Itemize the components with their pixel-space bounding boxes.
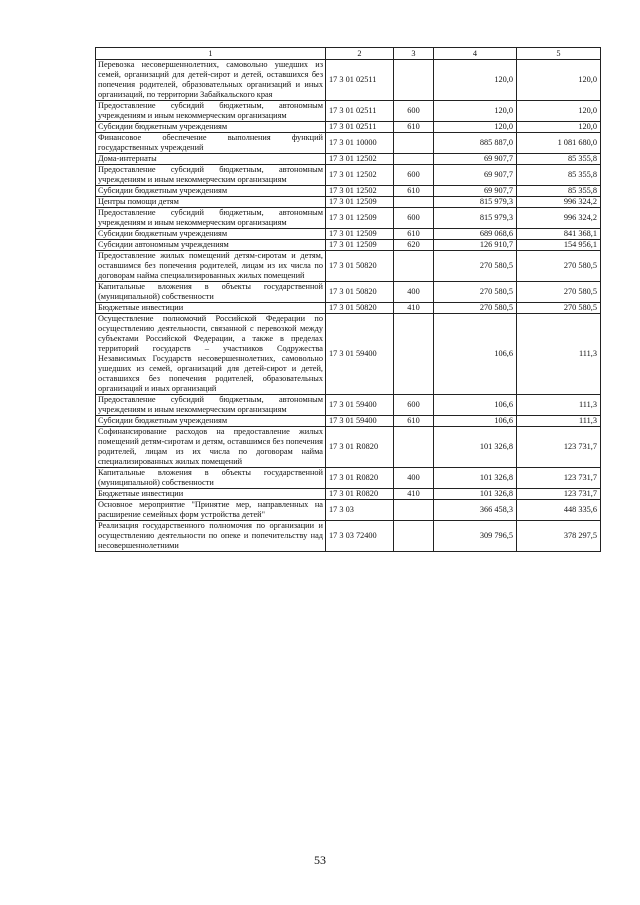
row-code-cell: 17 3 01 59400: [326, 416, 394, 427]
row-name-cell: Субсидии автономным учреждениям: [96, 240, 326, 251]
row-amount-2-cell: 996 324,2: [517, 197, 601, 208]
row-amount-1-cell: 69 907,7: [434, 165, 517, 186]
row-code-cell: 17 3 03 72400: [326, 521, 394, 552]
row-amount-2-cell: 123 731,7: [517, 489, 601, 500]
column-header-expense-type: 3: [394, 48, 434, 60]
row-amount-1-cell: 366 458,3: [434, 500, 517, 521]
row-amount-1-cell: 885 887,0: [434, 133, 517, 154]
row-amount-2-cell: 123 731,7: [517, 427, 601, 468]
row-amount-1-cell: 101 326,8: [434, 427, 517, 468]
row-code-cell: 17 3 01 02511: [326, 101, 394, 122]
row-amount-1-cell: 815 979,3: [434, 197, 517, 208]
row-expense-type-cell: [394, 500, 434, 521]
row-code-cell: 17 3 01 12509: [326, 240, 394, 251]
row-amount-1-cell: 309 796,5: [434, 521, 517, 552]
row-expense-type-cell: 620: [394, 240, 434, 251]
row-amount-1-cell: 270 580,5: [434, 251, 517, 282]
row-amount-2-cell: 120,0: [517, 101, 601, 122]
row-expense-type-cell: 410: [394, 303, 434, 314]
table-row: [96, 133, 601, 154]
row-amount-2-cell: 841 368,1: [517, 229, 601, 240]
row-amount-1-cell: 126 910,7: [434, 240, 517, 251]
budget-table: [95, 47, 601, 552]
table-row: [96, 186, 601, 197]
row-expense-type-cell: [394, 427, 434, 468]
row-name-cell: Капитальные вложения в объекты государственной (муниципальной) собственности: [96, 468, 326, 489]
row-amount-2-cell: 1 081 680,0: [517, 133, 601, 154]
row-amount-1-cell: 120,0: [434, 122, 517, 133]
row-amount-1-cell: 270 580,5: [434, 282, 517, 303]
table-row: [96, 60, 601, 101]
table-row: [96, 197, 601, 208]
row-expense-type-cell: [394, 197, 434, 208]
page-number: 53: [314, 853, 326, 867]
table-row: [96, 314, 601, 395]
row-amount-2-cell: 996 324,2: [517, 208, 601, 229]
row-code-cell: 17 3 01 12502: [326, 154, 394, 165]
row-amount-2-cell: 111,3: [517, 416, 601, 427]
row-name-cell: Предоставление субсидий бюджетным, автономным учреждениям и иным некоммерческим организациям: [96, 395, 326, 416]
row-expense-type-cell: 410: [394, 489, 434, 500]
column-header-amount-1: 4: [434, 48, 517, 60]
table-row: [96, 208, 601, 229]
row-expense-type-cell: 600: [394, 208, 434, 229]
row-expense-type-cell: [394, 314, 434, 395]
table-row: [96, 521, 601, 552]
table-row: [96, 240, 601, 251]
row-expense-type-cell: 610: [394, 186, 434, 197]
row-name-cell: Предоставление субсидий бюджетным, автономным учреждениям и иным некоммерческим организациям: [96, 101, 326, 122]
row-code-cell: 17 3 01 12509: [326, 208, 394, 229]
row-name-cell: Субсидии бюджетным учреждениям: [96, 229, 326, 240]
row-expense-type-cell: 400: [394, 282, 434, 303]
table-row: [96, 122, 601, 133]
table-row: [96, 416, 601, 427]
row-amount-2-cell: 270 580,5: [517, 282, 601, 303]
row-name-cell: Реализация государственного полномочия по организации и осуществлению деятельности по опеке и попечительству над несовершеннолетними: [96, 521, 326, 552]
row-amount-1-cell: 270 580,5: [434, 303, 517, 314]
row-code-cell: 17 3 01 02511: [326, 122, 394, 133]
row-name-cell: Осуществление полномочий Российской Федерации по осуществлению деятельности, связанной с перевозкой между субъектами Российской Федерации, а также в пределах территорий государств – участников Содружества Независимых Государств несовершеннолетних, самовольно ушедших из семей, организаций для детей-сирот и детей, оставшихся без попечения родителей, образовательных организаций и иных организаций: [96, 314, 326, 395]
row-amount-1-cell: 69 907,7: [434, 186, 517, 197]
row-name-cell: Субсидии бюджетным учреждениям: [96, 122, 326, 133]
row-code-cell: 17 3 01 12502: [326, 165, 394, 186]
row-code-cell: 17 3 01 10000: [326, 133, 394, 154]
row-amount-2-cell: 120,0: [517, 60, 601, 101]
row-code-cell: 17 3 01 R0820: [326, 427, 394, 468]
row-expense-type-cell: 610: [394, 122, 434, 133]
row-amount-1-cell: 106,6: [434, 314, 517, 395]
table-body: [96, 60, 601, 552]
table-row: [96, 500, 601, 521]
row-amount-1-cell: 120,0: [434, 60, 517, 101]
row-amount-1-cell: 101 326,8: [434, 489, 517, 500]
row-name-cell: Бюджетные инвестиции: [96, 303, 326, 314]
row-amount-2-cell: 120,0: [517, 122, 601, 133]
table-row: [96, 427, 601, 468]
row-code-cell: 17 3 01 59400: [326, 395, 394, 416]
row-code-cell: 17 3 01 R0820: [326, 468, 394, 489]
table-row: [96, 282, 601, 303]
row-name-cell: Дома-интернаты: [96, 154, 326, 165]
row-name-cell: Капитальные вложения в объекты государственной (муниципальной) собственности: [96, 282, 326, 303]
row-code-cell: 17 3 01 12509: [326, 197, 394, 208]
row-name-cell: Бюджетные инвестиции: [96, 489, 326, 500]
row-name-cell: Субсидии бюджетным учреждениям: [96, 416, 326, 427]
row-expense-type-cell: [394, 133, 434, 154]
row-amount-2-cell: 378 297,5: [517, 521, 601, 552]
table-row: [96, 154, 601, 165]
row-name-cell: Предоставление субсидий бюджетным, автономным учреждениям и иным некоммерческим организациям: [96, 165, 326, 186]
row-expense-type-cell: [394, 60, 434, 101]
row-amount-2-cell: 85 355,8: [517, 186, 601, 197]
row-name-cell: Центры помощи детям: [96, 197, 326, 208]
table-row: [96, 101, 601, 122]
row-amount-1-cell: 689 068,6: [434, 229, 517, 240]
row-code-cell: 17 3 01 02511: [326, 60, 394, 101]
row-name-cell: Субсидии бюджетным учреждениям: [96, 186, 326, 197]
table-row: [96, 303, 601, 314]
row-name-cell: Перевозка несовершеннолетних, самовольно ушедших из семей, организаций для детей-сирот и детей, оставшихся без попечения родителей, образовательных организаций и иных организаций, по территории Забайкальского края: [96, 60, 326, 101]
row-amount-2-cell: 270 580,5: [517, 303, 601, 314]
column-header-amount-2: 5: [517, 48, 601, 60]
table-row: [96, 395, 601, 416]
row-amount-2-cell: 85 355,8: [517, 154, 601, 165]
row-amount-1-cell: 815 979,3: [434, 208, 517, 229]
row-amount-2-cell: 111,3: [517, 395, 601, 416]
row-amount-1-cell: 106,6: [434, 416, 517, 427]
row-code-cell: 17 3 01 50820: [326, 251, 394, 282]
row-expense-type-cell: 610: [394, 229, 434, 240]
row-amount-2-cell: 448 335,6: [517, 500, 601, 521]
row-expense-type-cell: 400: [394, 468, 434, 489]
row-amount-2-cell: 270 580,5: [517, 251, 601, 282]
row-amount-2-cell: 123 731,7: [517, 468, 601, 489]
row-name-cell: Софинансирование расходов на предоставление жилых помещений детям-сиротам и детям, оставшимся без попечения родителей, лицам из их числа по договорам найма специализированных жилых помещений: [96, 427, 326, 468]
row-name-cell: Основное мероприятие "Принятие мер, направленных на расширение семейных форм устройства детей": [96, 500, 326, 521]
table-row: [96, 165, 601, 186]
row-code-cell: 17 3 01 50820: [326, 282, 394, 303]
row-name-cell: Предоставление субсидий бюджетным, автономным учреждениям и иным некоммерческим организациям: [96, 208, 326, 229]
row-expense-type-cell: 610: [394, 416, 434, 427]
row-code-cell: 17 3 01 R0820: [326, 489, 394, 500]
row-amount-2-cell: 111,3: [517, 314, 601, 395]
row-code-cell: 17 3 01 12502: [326, 186, 394, 197]
row-name-cell: Предоставление жилых помещений детям-сиротам и детям, оставшимся без попечения родителей, лицам из их числа по договорам найма специализированных жилых помещений: [96, 251, 326, 282]
row-expense-type-cell: [394, 154, 434, 165]
column-header-name: 1: [96, 48, 326, 60]
column-header-code: 2: [326, 48, 394, 60]
row-amount-1-cell: 69 907,7: [434, 154, 517, 165]
table-row: [96, 468, 601, 489]
row-expense-type-cell: 600: [394, 165, 434, 186]
row-name-cell: Финансовое обеспечение выполнения функций государственных учреждений: [96, 133, 326, 154]
row-code-cell: 17 3 03: [326, 500, 394, 521]
row-code-cell: 17 3 01 59400: [326, 314, 394, 395]
row-amount-1-cell: 120,0: [434, 101, 517, 122]
row-code-cell: 17 3 01 12509: [326, 229, 394, 240]
row-amount-2-cell: 85 355,8: [517, 165, 601, 186]
table-row: [96, 229, 601, 240]
row-code-cell: 17 3 01 50820: [326, 303, 394, 314]
row-amount-1-cell: 106,6: [434, 395, 517, 416]
row-amount-1-cell: 101 326,8: [434, 468, 517, 489]
row-expense-type-cell: [394, 251, 434, 282]
row-amount-2-cell: 154 956,1: [517, 240, 601, 251]
budget-table-sheet: [95, 47, 600, 552]
row-expense-type-cell: 600: [394, 101, 434, 122]
row-expense-type-cell: 600: [394, 395, 434, 416]
table-header-row: [96, 48, 601, 60]
table-row: [96, 489, 601, 500]
row-expense-type-cell: [394, 521, 434, 552]
table-row: [96, 251, 601, 282]
